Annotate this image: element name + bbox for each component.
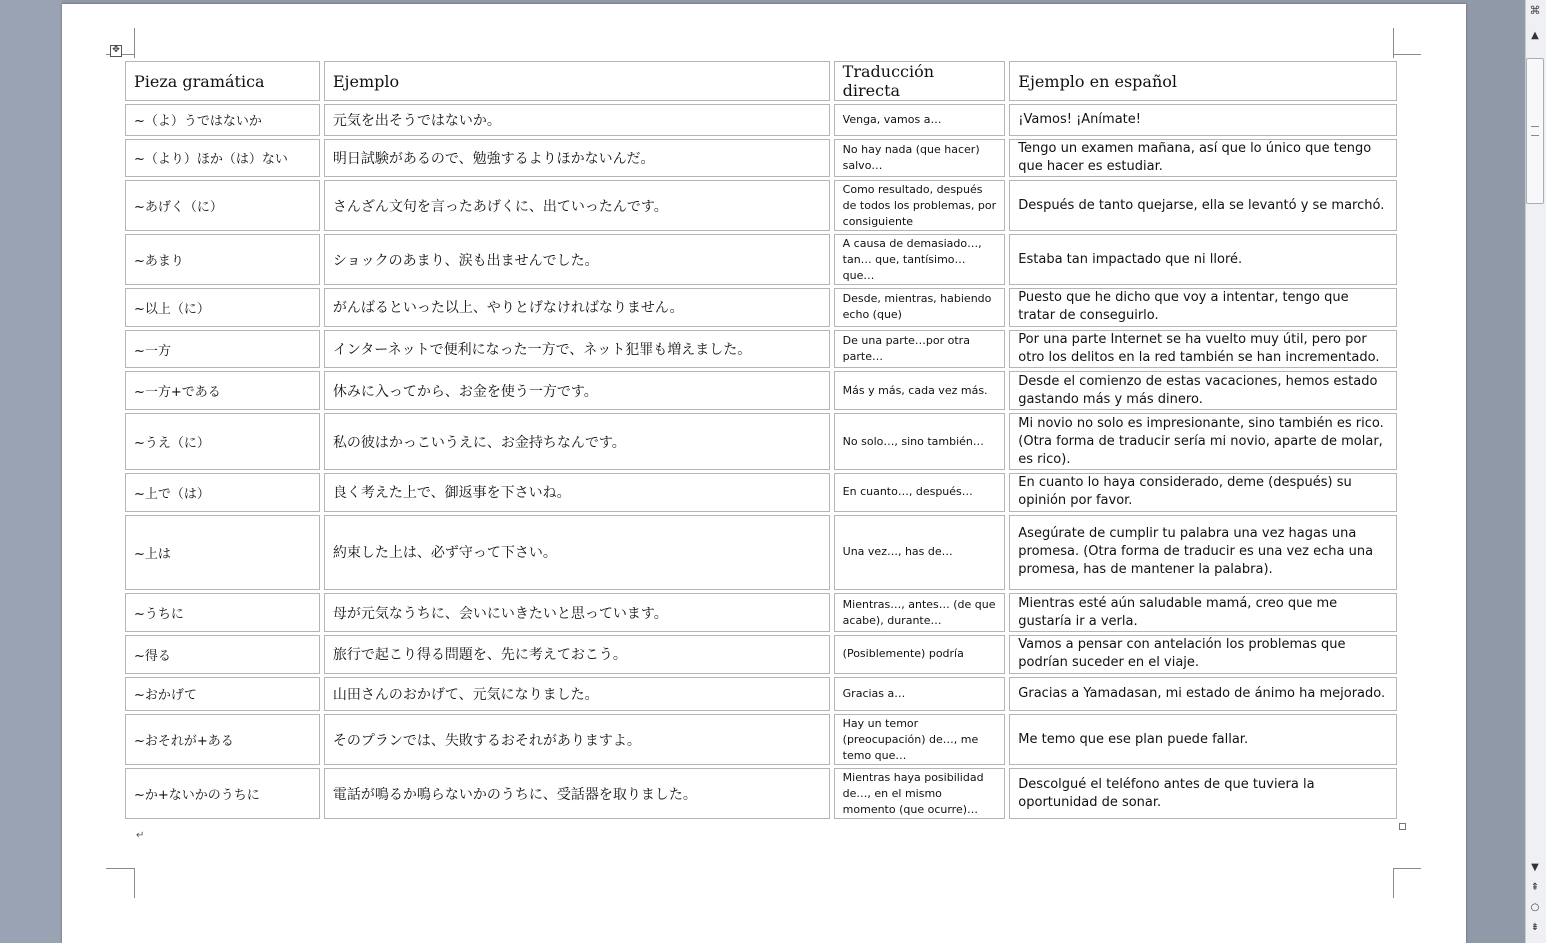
left-margin-area <box>0 0 62 943</box>
scroll-up-icon[interactable]: ▲ <box>1531 30 1539 41</box>
crop-mark-bottom-right-h <box>1393 868 1421 869</box>
cell-grammar[interactable]: ~一方 <box>125 330 320 369</box>
cell-direct[interactable]: Desde, mientras, habiendo echo (que) <box>834 288 1006 327</box>
cell-direct[interactable]: En cuanto…, después… <box>834 473 1006 512</box>
table-row <box>125 515 1397 590</box>
table-row <box>125 413 1397 470</box>
cell-example[interactable]: 母が元気なうちに、会いにいきたいと思っています。 <box>324 593 830 632</box>
cell-spanish[interactable]: ¡Vamos! ¡Anímate! <box>1009 104 1397 136</box>
cell-example[interactable]: 約束した上は、必ず守って下さい。 <box>324 515 830 590</box>
table-row <box>125 473 1397 512</box>
header-spanish-example[interactable]: Ejemplo en español <box>1009 61 1397 101</box>
table-row <box>125 593 1397 632</box>
select-browse-object-icon[interactable]: ○ <box>1530 902 1540 913</box>
table-row <box>125 234 1397 285</box>
cell-example[interactable]: 良く考えた上で、御返事を下さいね。 <box>324 473 830 512</box>
cell-spanish[interactable]: Puesto que he dicho que voy a intentar, tengo que tratar de conseguirlo. <box>1009 288 1397 327</box>
table-row <box>125 768 1397 819</box>
cell-example[interactable]: 元気を出そうではないか。 <box>324 104 830 136</box>
scrollbar-grip-icon <box>1531 126 1539 136</box>
table-header-row <box>125 61 1397 101</box>
next-page-icon[interactable]: ⇟ <box>1530 922 1540 933</box>
cell-spanish[interactable]: Asegúrate de cumplir tu palabra una vez hagas una promesa. (Otra forma de traducir es una vez echa una promesa, has de mantener la palabra). <box>1009 515 1397 590</box>
cell-direct[interactable]: Más y más, cada vez más. <box>834 371 1006 410</box>
table-row <box>125 371 1397 410</box>
table-move-handle-icon[interactable]: ✥ <box>110 45 122 57</box>
cell-direct[interactable]: Hay un temor (preocupación) de…, me temo que… <box>834 714 1006 765</box>
cell-grammar[interactable]: ~得る <box>125 635 320 674</box>
cell-direct[interactable]: Venga, vamos a… <box>834 104 1006 136</box>
cell-direct[interactable]: No solo…, sino también… <box>834 413 1006 470</box>
cell-spanish[interactable]: Mi novio no solo es impresionante, sino también es rico. (Otra forma de traducir sería mi novio, aparte de molar, es rico). <box>1009 413 1397 470</box>
table-row <box>125 330 1397 369</box>
cell-direct[interactable]: (Posiblemente) podría <box>834 635 1006 674</box>
cell-example[interactable]: 休みに入ってから、お金を使う一方です。 <box>324 371 830 410</box>
cell-grammar[interactable]: ~おそれが+ある <box>125 714 320 765</box>
header-example[interactable]: Ejemplo <box>324 61 830 101</box>
ruler-toggle-icon[interactable]: ⌘ <box>1529 4 1541 17</box>
table-row <box>125 180 1397 231</box>
cell-grammar[interactable]: ~おかげて <box>125 677 320 712</box>
header-direct-translation[interactable]: Traducción directa <box>834 61 1006 101</box>
table-row <box>125 104 1397 136</box>
table-row <box>125 635 1397 674</box>
cell-spanish[interactable]: Estaba tan impactado que ni lloré. <box>1009 234 1397 285</box>
cell-direct[interactable]: Gracias a… <box>834 677 1006 712</box>
cell-direct[interactable]: No hay nada (que hacer) salvo… <box>834 139 1006 178</box>
cell-grammar[interactable]: ~（より）ほか（は）ない <box>125 139 320 178</box>
cell-example[interactable]: 電話が鳴るか鳴らないかのうちに、受話器を取りました。 <box>324 768 830 819</box>
cell-example[interactable]: 山田さんのおかげて、元気になりました。 <box>324 677 830 712</box>
cell-grammar[interactable]: ~以上（に） <box>125 288 320 327</box>
cell-direct[interactable]: A causa de demasiado…, tan… que, tantísimo… que… <box>834 234 1006 285</box>
cell-grammar[interactable]: ~上で（は） <box>125 473 320 512</box>
cell-direct[interactable]: Mientras haya posibilidad de…, en el mismo momento (que ocurre)… <box>834 768 1006 819</box>
cell-example[interactable]: インターネットで便利になった一方で、ネット犯罪も増えました。 <box>324 330 830 369</box>
cell-grammar[interactable]: ~か+ないかのうちに <box>125 768 320 819</box>
crop-mark-top-left-v <box>134 28 135 58</box>
cell-spanish[interactable]: Por una parte Internet se ha vuelto muy útil, pero por otro los delitos en la red también se han incrementado. <box>1009 330 1397 369</box>
cell-direct[interactable]: Mientras…, antes… (de que acabe), durante… <box>834 593 1006 632</box>
cell-spanish[interactable]: Descolgué el teléfono antes de que tuviera la oportunidad de sonar. <box>1009 768 1397 819</box>
cell-spanish[interactable]: Tengo un examen mañana, así que lo único que tengo que hacer es estudiar. <box>1009 139 1397 178</box>
paragraph-mark: ↵ <box>136 830 145 841</box>
cell-direct[interactable]: De una parte…por otra parte… <box>834 330 1006 369</box>
table-row <box>125 139 1397 178</box>
table-resize-handle[interactable] <box>1399 823 1406 830</box>
cell-grammar[interactable]: ~うちに <box>125 593 320 632</box>
cell-spanish[interactable]: En cuanto lo haya considerado, deme (después) su opinión por favor. <box>1009 473 1397 512</box>
cell-example[interactable]: さんざん文句を言ったあげくに、出ていったんです。 <box>324 180 830 231</box>
table-row <box>125 288 1397 327</box>
cell-spanish[interactable]: Después de tanto quejarse, ella se levantó y se marchó. <box>1009 180 1397 231</box>
crop-mark-bottom-right-v <box>1393 868 1394 898</box>
cell-example[interactable]: ショックのあまり、涙も出ませんでした。 <box>324 234 830 285</box>
previous-page-icon[interactable]: ⇞ <box>1530 882 1540 893</box>
cell-grammar[interactable]: ~あげく（に） <box>125 180 320 231</box>
cell-spanish[interactable]: Gracias a Yamadasan, mi estado de ánimo ha mejorado. <box>1009 677 1397 712</box>
cell-example[interactable]: がんばるといった以上、やりとげなければなりません。 <box>324 288 830 327</box>
cell-grammar[interactable]: ~一方+である <box>125 371 320 410</box>
cell-example[interactable]: そのプランでは、失敗するおそれがありますよ。 <box>324 714 830 765</box>
crop-mark-bottom-left-v <box>134 868 135 898</box>
cell-grammar[interactable]: ~うえ（に） <box>125 413 320 470</box>
cell-spanish[interactable]: Me temo que ese plan puede fallar. <box>1009 714 1397 765</box>
scroll-down-icon[interactable]: ▼ <box>1531 862 1539 873</box>
cell-direct[interactable]: Como resultado, después de todos los problemas, por consiguiente <box>834 180 1006 231</box>
table-row <box>125 714 1397 765</box>
cell-grammar[interactable]: ~上は <box>125 515 320 590</box>
table-row <box>125 677 1397 712</box>
cell-example[interactable]: 明日試験があるので、勉強するよりほかないんだ。 <box>324 139 830 178</box>
cell-example[interactable]: 私の彼はかっこいうえに、お金持ちなんです。 <box>324 413 830 470</box>
cell-direct[interactable]: Una vez…, has de… <box>834 515 1006 590</box>
cell-grammar[interactable]: ~（よ）うではないか <box>125 104 320 136</box>
header-grammar[interactable]: Pieza gramática <box>125 61 320 101</box>
cell-spanish[interactable]: Desde el comienzo de estas vacaciones, hemos estado gastando más y más dinero. <box>1009 371 1397 410</box>
cell-grammar[interactable]: ~あまり <box>125 234 320 285</box>
cell-spanish[interactable]: Mientras esté aún saludable mamá, creo que me gustaría ir a verla. <box>1009 593 1397 632</box>
crop-mark-top-right-h <box>1393 54 1421 55</box>
cell-example[interactable]: 旅行で起こり得る問題を、先に考えておこう。 <box>324 635 830 674</box>
cell-spanish[interactable]: Vamos a pensar con antelación los problemas que podrían suceder en el viaje. <box>1009 635 1397 674</box>
crop-mark-bottom-left-h <box>106 868 134 869</box>
grammar-table <box>121 58 1401 822</box>
